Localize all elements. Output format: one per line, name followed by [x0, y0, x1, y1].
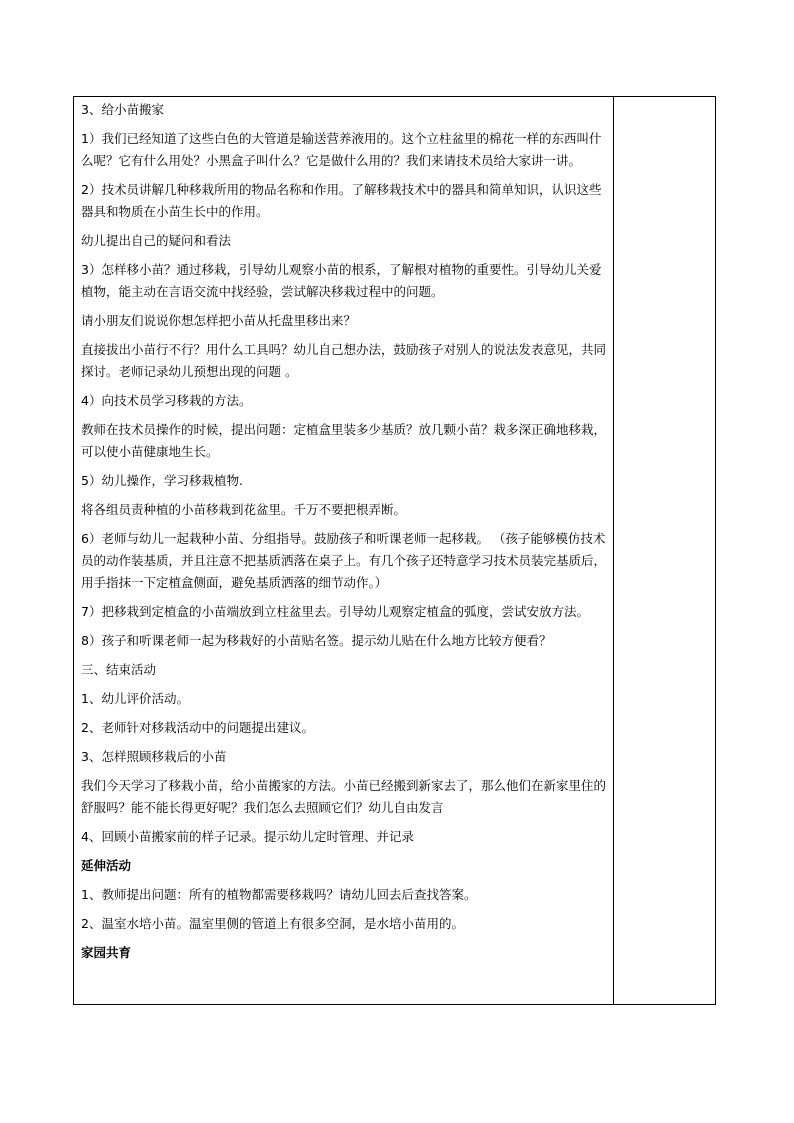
- paragraph-18: 3、怎样照顾移栽后的小苗: [81, 749, 227, 764]
- paragraph-14: 8）孩子和听课老师一起为移栽好的小苗贴名签。提示幼儿贴在什么地方比较方便看？: [81, 633, 552, 648]
- paragraph-23: 2、温室水培小苗。温室里侧的管道上有很多空洞，是水培小苗用的。: [81, 916, 464, 931]
- paragraph-12: 6）老师与幼儿一起栽种小苗、分组指导。鼓励孩子和听课老师一起移栽。 （孩子能够模仿技术员的动作装基质，并且注意不把基质洒落在桌子上。有几个孩子还特意学习技术员装完基质后，用手指抹一下定植盒侧面，避免基质洒落的细节动作。）: [81, 531, 607, 590]
- paragraph-22: 1、教师提出问题：所有的植物都需要移栽吗？请幼儿回去后查找答案。: [81, 887, 477, 902]
- section-heading-extension: 延伸活动: [81, 858, 132, 873]
- paragraph-4: 幼儿提出自己的疑问和看法: [81, 233, 232, 248]
- lesson-content-cell: [81, 99, 607, 971]
- paragraph-6: 请小朋友们说说你想怎样把小苗从托盘里移出来？: [81, 313, 357, 328]
- section-heading-home-school: 家园共育: [81, 945, 132, 960]
- paragraph-5: 3）怎样移小苗？通过移栽，引导幼儿观察小苗的根系，了解根对植物的重要性。引导幼儿关爱植物，能主动在言语交流中找经验，尝试解决移栽过程中的问题。: [81, 262, 602, 299]
- paragraph-1: 3、给小苗搬家: [81, 102, 164, 117]
- column-divider: [613, 97, 614, 1004]
- paragraph-10: 5）幼儿操作，学习移栽植物.: [81, 473, 243, 488]
- paragraph-3: 2）技术员讲解几种移栽所用的物品名称和作用。了解移栽技术中的器具和简单知识，认识这些器具和物质在小苗生长中的作用。: [81, 182, 602, 219]
- paragraph-20: 4、回顾小苗搬家前的样子记录。提示幼儿定时管理、并记录: [81, 829, 414, 844]
- paragraph-11: 将各组员责种植的小苗移栽到花盆里。千万不要把根弄断。: [81, 502, 407, 517]
- paragraph-9: 教师在技术员操作的时候，提出问题：定植盒里装多少基质？放几颗小苗？栽多深正确地移栽，可以使小苗健康地生长。: [81, 422, 607, 459]
- paragraph-15: 三、结束活动: [81, 662, 157, 677]
- paragraph-7: 直接拔出小苗行不行？用什么工具吗？幼儿自己想办法，鼓励孩子对别人的说法发表意见，共同探讨。老师记录幼儿预想出现的问题 。: [81, 342, 607, 379]
- paragraph-17: 2、老师针对移栽活动中的问题提出建议。: [81, 720, 314, 735]
- lesson-table: [73, 96, 716, 1005]
- paragraph-16: 1、幼儿评价活动。: [81, 691, 189, 706]
- paragraph-2: 1）我们已经知道了这些白色的大管道是输送营养液用的。这个立柱盆里的棉花一样的东西叫什么呢？它有什么用处？小黑盒子叫什么？它是做什么用的？我们来请技术员给大家讲一讲。: [81, 131, 602, 168]
- paragraph-19: 我们今天学习了移栽小苗，给小苗搬家的方法。小苗已经搬到新家去了，那么他们在新家里住的舒服吗？能不能长得更好呢？我们怎么去照顾它们？幼儿自由发言: [81, 778, 607, 815]
- paragraph-8: 4）向技术员学习移栽的方法。: [81, 393, 252, 408]
- paragraph-13: 7）把移栽到定植盒的小苗端放到立柱盆里去。引导幼儿观察定植盒的弧度，尝试安放方法。: [81, 604, 589, 619]
